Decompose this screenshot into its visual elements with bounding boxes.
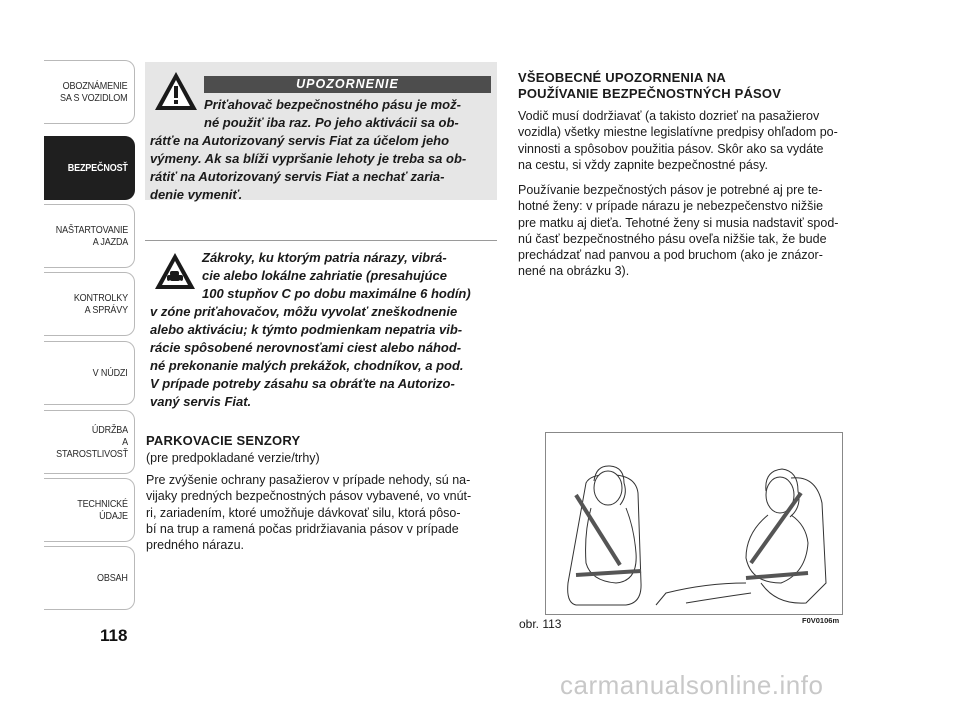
parking-heading: PARKOVACIE SENZORY [146,433,301,448]
general-line: vozidla) všetky miestne legislatívne predpisy ohľadom po- [518,125,838,140]
tab-oboznamenie[interactable] [44,60,135,124]
tab-obsah[interactable] [44,546,135,610]
parking-paragraph [146,472,492,553]
seatbelt-illustration [546,433,842,614]
tab-label: NAŠTARTOVANIE A JAZDA [55,224,128,248]
general-heading-line: POUŽÍVANIE BEZPEČNOSTNÝCH PÁSOV [518,86,782,101]
general-paragraph-1 [518,108,868,173]
general-paragraph-2 [518,182,868,280]
parking-line: Pre zvýšenie ochrany pasažierov v prípade nehody, sú na- [146,473,471,487]
tab-technicke[interactable] [44,478,135,542]
general-line: na cestu, si vždy zapnite bezpečnostné pásy. [518,157,768,172]
tab-nastartovanie[interactable] [44,204,135,268]
general-heading-line: VŠEOBECNÉ UPOZORNENIA NA [518,70,727,85]
tab-kontrolky[interactable] [44,272,135,336]
warning-line: rátiť na Autorizovaný servis Fiat a nechať zaria- [150,169,445,184]
note-line: V prípade potreby zásahu sa obráťte na Autorizo- [150,376,455,391]
note-divider [145,240,497,241]
tab-label: BEZPEČNOSŤ [68,162,128,174]
warning-heading: UPOZORNENIE [204,76,491,93]
parking-subheading: (pre predpokladané verzie/trhy) [146,451,320,465]
general-line: nú časť bezpečnostného pásu oveľa nižšie tak, že bude [518,231,827,246]
watermark: carmanualsonline.info [560,670,824,700]
parking-line: predného nárazu. [146,538,244,553]
tab-label: TECHNICKÉ ÚDAJE [77,498,128,522]
tab-v-nudzi[interactable] [44,341,135,405]
page-number: 118 [100,626,128,645]
note-line: vaný servis Fiat. [150,394,252,409]
warning-text [150,96,492,204]
parking-line: vijaky predných bezpečnostných pásov vybavené, vo vnút- [146,489,472,504]
note-line: né prekonanie malých prekážok, chodníkov, a pod. [150,358,464,373]
warning-line: výmeny. Ak sa blíži vypršanie lehoty je treba sa ob- [150,151,467,166]
parking-line: bí na trup a ramená počas pridržiavania pásov v prípade [146,521,459,536]
warning-line: né použiť iba raz. Po jeho aktivácii sa ob- [204,115,459,130]
general-line: pre matku aj dieťa. Tehotné ženy si musia nadstaviť spod- [518,215,839,230]
tab-label: OBOZNÁMENIE SA S VOZIDLOM [60,80,128,104]
note-line: 100 stupňov C po dobu maximálne 6 hodín) [202,286,471,301]
tab-label: OBSAH [97,572,128,584]
note-line: v zóne priťahovačov, môžu vyvolať zneškodnenie [150,304,458,319]
general-line: Používanie bezpečnostých pásov je potrebné aj pre te- [518,183,823,197]
note-line: cie alebo lokálne zahriatie (presahujúce [202,268,447,283]
figure-code: F0V0106m [802,616,840,625]
note-line: rácie spôsobené nerovnosťami ciest alebo náhod- [150,340,462,355]
tab-label: ÚDRŽBA A STAROSTLIVOSŤ [56,424,128,460]
general-heading [518,70,868,102]
warning-line: denie vymeniť. [150,187,243,202]
general-line: vinnosti a spôsobov použitia pásov. Skôr ako sa vydáte [518,141,824,156]
warning-line: Priťahovač bezpečnostného pásu je mož- [204,97,461,112]
tab-label: KONTROLKY A SPRÁVY [73,292,128,316]
parking-line: ri, zariadením, ktoré umožňuje dávkovať silu, ktorá pôso- [146,505,461,520]
figure-illustration [545,432,843,615]
warning-line: rátťe na Autorizovaný servis Fiat za účelom jeho [150,133,450,148]
general-line: prechádzať nad panvou a pod bruchom (ako je znázor- [518,248,823,263]
note-text [150,249,492,411]
tab-udrzba[interactable] [44,410,135,474]
tab-label: V NÚDZI [93,367,128,379]
general-line: Vodič musí dodržiavať (a takisto dozrieť na pasažierov [518,109,820,123]
general-line: nené na obrázku 3). [518,264,630,279]
general-line: hotné ženy: v prípade nárazu je nebezpečenstvo nižšie [518,199,824,214]
note-line: Zákroky, ku ktorým patria nárazy, vibrá- [202,250,447,265]
figure-caption: obr. 113 [519,617,562,631]
tab-bezpecnost[interactable] [44,136,135,200]
note-line: alebo aktiváciu; k týmto podmienkam nepatria vib- [150,322,463,337]
